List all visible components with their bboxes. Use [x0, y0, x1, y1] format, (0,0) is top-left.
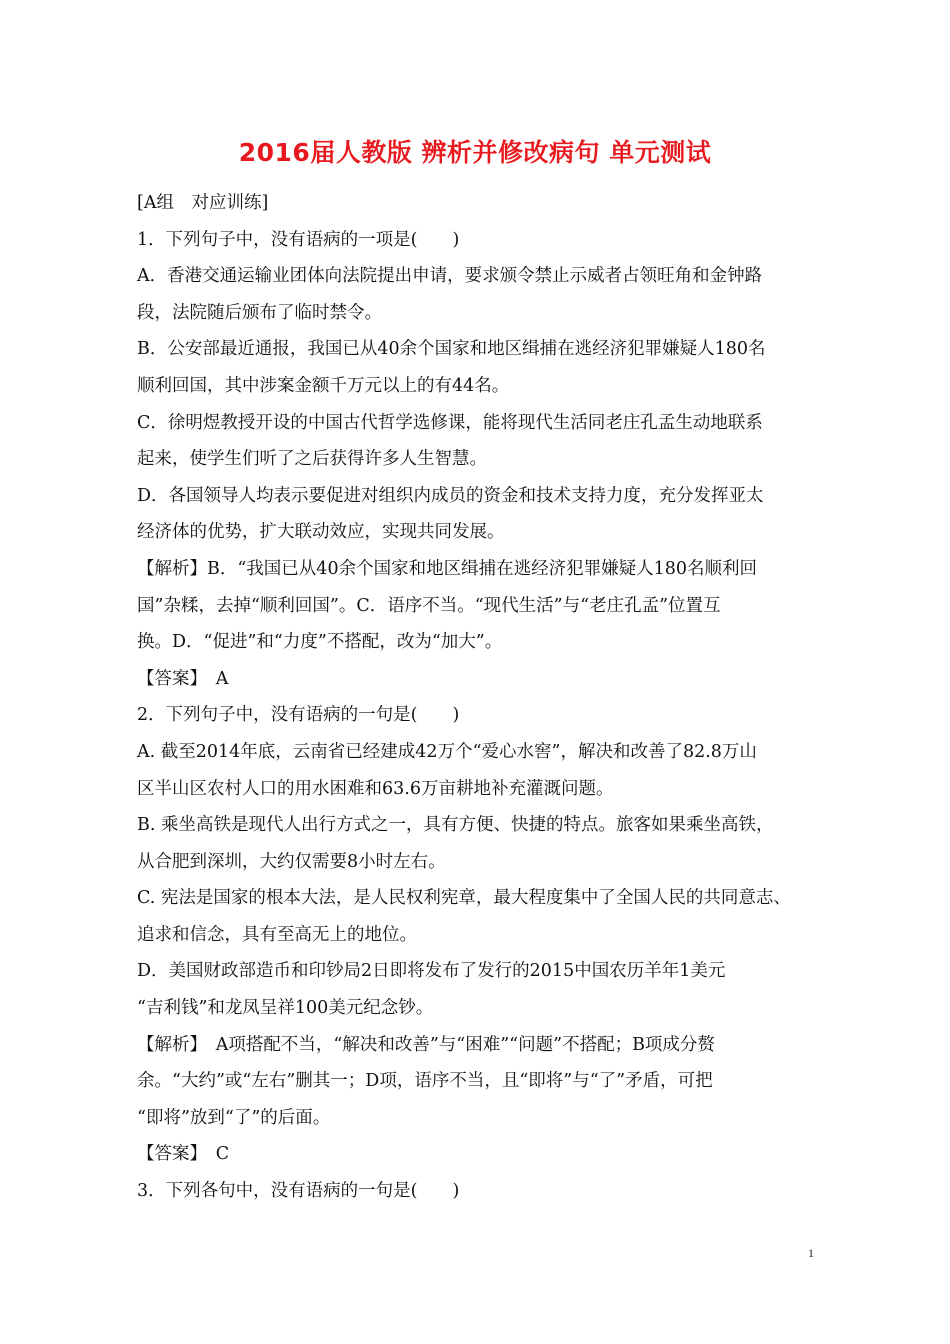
q2-option-a: A. 截至2014年底，云南省已经建成42万个“爱心水窖”，解决和改善了82.8万山	[137, 741, 757, 762]
q1-analysis: 【解析】B．“我国已从40余个国家和地区缉捕在逃经济犯罪嫌疑人180名顺利回	[137, 558, 757, 579]
q2-option-b: B. 乘坐高铁是现代人出行方式之一，具有方便、快捷的特点。旅客如果乘坐高铁，	[137, 815, 774, 836]
q1-answer: 【答案】 A	[137, 668, 229, 689]
q2-option-c-cont: 追求和信念，具有至高无上的地位。	[137, 924, 417, 945]
q1-option-d: D．各国领导人均表示要促进对组织内成员的资金和技术支持力度，充分发挥亚太	[137, 485, 764, 506]
q1-analysis-cont: 换。D．“促进”和“力度”不搭配，改为“加大”。	[137, 632, 503, 653]
q2-option-d-cont: “吉利钱”和龙凤呈祥100美元纪念钞。	[137, 998, 434, 1019]
q2-analysis-cont: 余。“大约”或“左右”删其一；D项，语序不当，且“即将”与“了”矛盾，可把	[137, 1071, 713, 1092]
q1-option-b-cont: 顺利回国，其中涉案金额千万元以上的有44名。	[137, 375, 510, 396]
q1-option-b: B．公安部最近通报，我国已从40余个国家和地区缉捕在逃经济犯罪嫌疑人180名	[137, 339, 766, 360]
question-2-stem: 2．下列句子中，没有语病的一句是( )	[137, 705, 460, 726]
q2-analysis: 【解析】 A项搭配不当，“解决和改善”与“困难”“问题”不搭配；B项成分赘	[137, 1034, 715, 1055]
q1-option-d-cont: 经济体的优势，扩大联动效应，实现共同发展。	[137, 522, 505, 543]
page-number: 1	[808, 1246, 814, 1260]
q1-analysis-cont: 国”杂糅，去掉“顺利回国”。C．语序不当。“现代生活”与“老庄孔孟”位置互	[137, 595, 721, 616]
q1-option-a: A．香港交通运输业团体向法院提出申请，要求颁令禁止示威者占领旺角和金钟路	[137, 266, 763, 287]
section-heading: [A组 对应训练]	[137, 193, 269, 213]
q1-option-c: C．徐明煜教授开设的中国古代哲学选修课，能将现代生活同老庄孔孟生动地联系	[137, 412, 763, 433]
document-body	[137, 185, 827, 1210]
document-title: 2016届人教版 辨析并修改病句 单元测试	[238, 138, 712, 167]
q2-option-a-cont: 区半山区农村人口的用水困难和63.6万亩耕地补充灌溉问题。	[137, 778, 614, 799]
q2-answer: 【答案】 C	[137, 1144, 230, 1165]
q2-analysis-cont: “即将”放到“了”的后面。	[137, 1107, 331, 1128]
q2-option-c: C. 宪法是国家的根本大法，是人民权利宪章，最大程度集中了全国人民的共同意志、	[137, 888, 791, 909]
q2-option-d: D．美国财政部造币和印钞局2日即将发布了发行的2015中国农历羊年1美元	[137, 961, 726, 982]
q1-option-a-cont: 段，法院随后颁布了临时禁令。	[137, 302, 382, 323]
question-1-stem: 1．下列句子中，没有语病的一项是( )	[137, 229, 460, 250]
q1-option-c-cont: 起来，使学生们听了之后获得许多人生智慧。	[137, 449, 487, 470]
q2-option-b-cont: 从合肥到深圳，大约仅需要8小时左右。	[137, 851, 446, 872]
question-3-stem: 3．下列各句中，没有语病的一句是( )	[137, 1181, 460, 1202]
